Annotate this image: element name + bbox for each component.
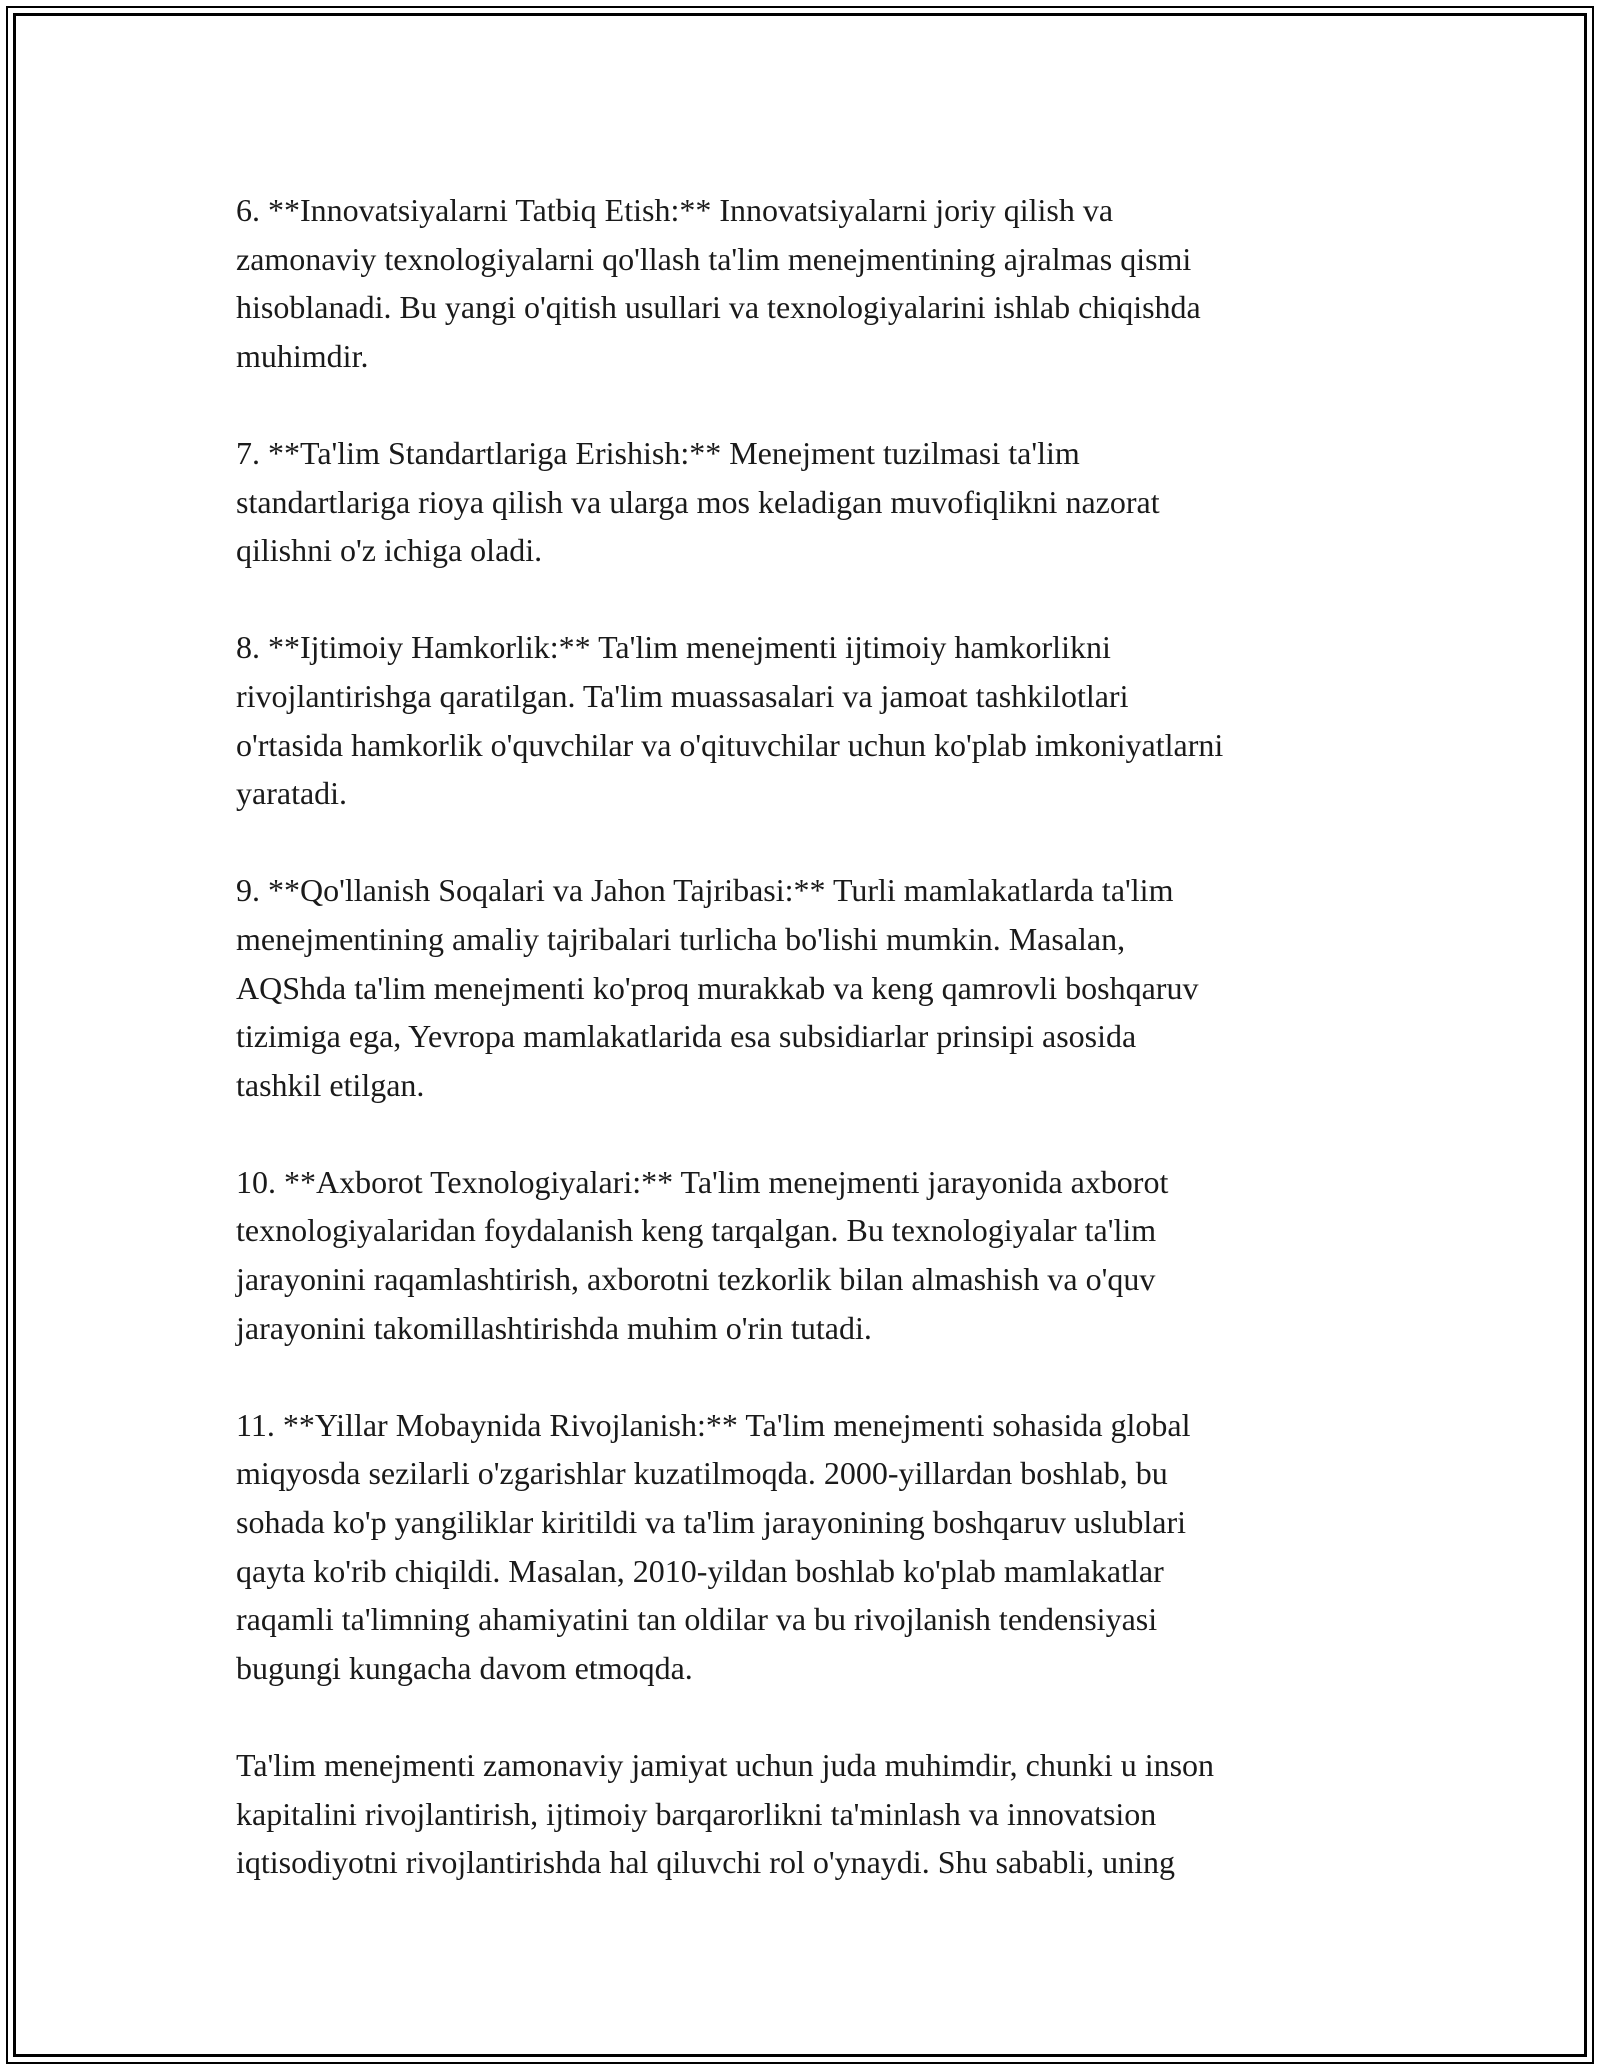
paragraph-conclusion: Ta'lim menejmenti zamonaviy jamiyat uchun juda muhimdir, chunki u inson kapitalini rivojlantirish, ijtimoiy barqarorlikni ta'minlash va innovatsion iqtisodiyotni rivojlantirishda hal qiluvchi rol o'ynaydi. Shu sababli, uning [236,1747,1215,1881]
paragraph-item-11: 11. **Yillar Mobaynida Rivojlanish:** Ta'lim menejmenti sohasida global miqyosda sezilarli o'zgarishlar kuzatilmoqda. 2000-yillardan boshlab, bu sohada ko'p yangiliklar kiritildi va ta'lim jarayonining boshqaruv uslublari qayta ko'rib chiqildi. Masalan, 2010-yildan boshlab ko'plab mamlakatlar raqamli ta'limning ahamiyatini tan oldilar va bu rivojlanish tendensiyasi bugungi kungacha davom etmoqda. [236,1406,1191,1686]
paragraph-item-9: 9. **Qo'llanish Soqalari va Jahon Tajribasi:** Turli mamlakatlarda ta'lim menejmentining amaliy tajribalari turlicha bo'lishi mumkin. Masalan, AQShda ta'lim menejmenti ko'proq murakkab va keng qamrovli boshqaruv tizimiga ega, Yevropa mamlakatlarida esa subsidiarlar prinsipi asosida tashkil etilgan. [236,872,1199,1103]
paragraph-item-8: 8. **Ijtimoiy Hamkorlik:** Ta'lim menejmenti ijtimoiy hamkorlikni rivojlantirishga qaratilgan. Ta'lim muassasalari va jamoat tashkilotlari o'rtasida hamkorlik o'quvchilar va o'qituvchilar uchun ko'plab imkoniyatlarni yaratadi. [236,629,1224,812]
document-body [236,186,1386,1935]
paragraph-item-6: 6. **Innovatsiyalarni Tatbiq Etish:** Innovatsiyalarni joriy qilish va zamonaviy texnologiyalarni qo'llash ta'lim menejmentining ajralmas qismi hisoblanadi. Bu yangi o'qitish usullari va texnologiyalarini ishlab chiqishda muhimdir. [236,192,1201,374]
paragraph-item-10: 10. **Axborot Texnologiyalari:** Ta'lim menejmenti jarayonida axborot texnologiyalaridan foydalanish keng tarqalgan. Bu texnologiyalar ta'lim jarayonini raqamlashtirish, axborotni tezkorlik bilan almashish va o'quv jarayonini takomillashtirishda muhim o'rin tutadi. [236,1163,1169,1346]
paragraph-item-7: 7. **Ta'lim Standartlariga Erishish:** Menejment tuzilmasi ta'lim standartlariga rioya qilish va ularga mos keladigan muvofiqlikni nazorat qilishni o'z ichiga oladi. [236,434,1160,569]
